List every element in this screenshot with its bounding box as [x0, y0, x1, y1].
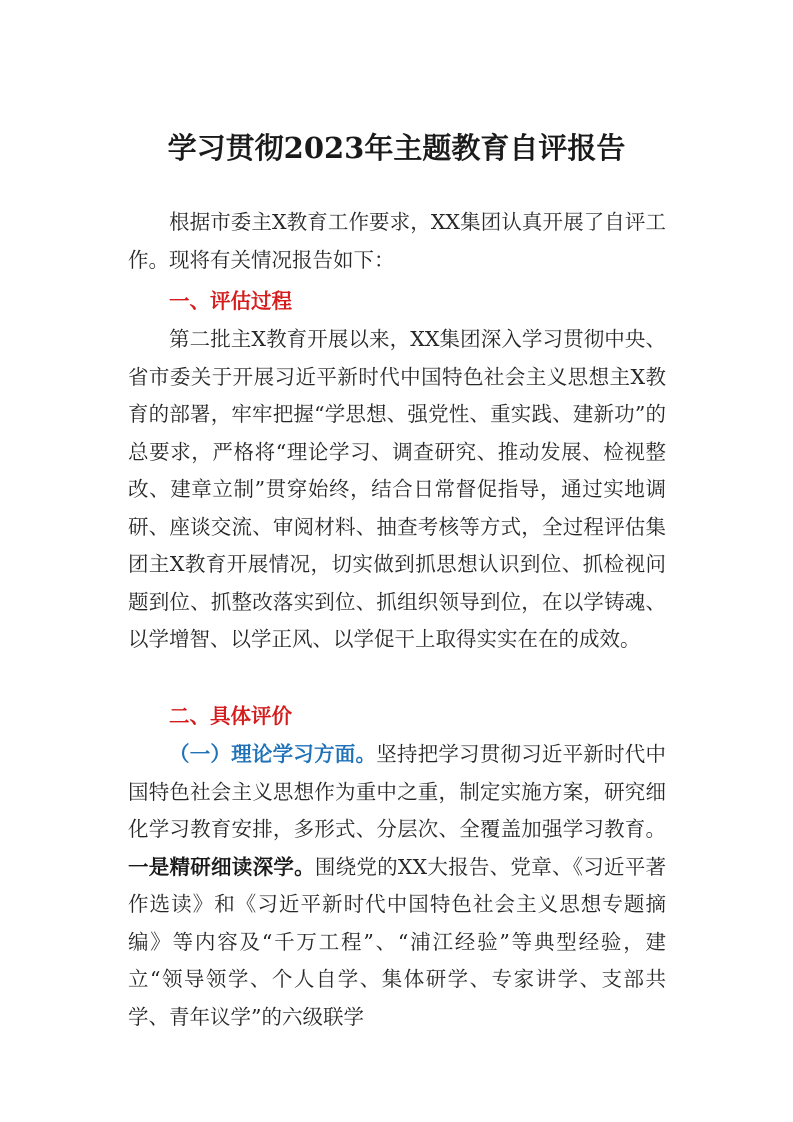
document-title: 学习贯彻2023年主题教育自评报告: [167, 131, 626, 165]
theory-study-text-a: 坚持把学习贯彻习近平新时代中国特色社会主义思想作为重中之重，制定实施方案，研究细化学习教育安排，多形式、分层次、全覆盖加强学习教育。: [128, 742, 667, 841]
intro-paragraph: 根据市委主X教育工作要求，XX集团认真开展了自评工作。现将有关情况报告如下：: [128, 210, 666, 272]
subsection-label-theory-study: （一）理论学习方面。: [169, 742, 377, 766]
section-heading-evaluation-process: 一、评估过程: [169, 289, 292, 313]
theory-study-text-b: 围绕党的XX大报告、党章、《习近平著作选读》和《习近平新时代中国特色社会主义思想专题摘编》等内容及“千万工程”、“浦江经验”等典型经验，建立“领导领学、个人自学、集体研学、专家讲学、支部共学、青年议学”的六级联学: [128, 854, 667, 1029]
section-heading-specific-evaluation: 二、具体评价: [169, 704, 292, 728]
evaluation-process-paragraph: 第二批主X教育开展以来，XX集团深入学习贯彻中央、省市委关于开展习近平新时代中国特色社会主义思想主X教育的部署，牢牢把握“学思想、强党性、重实践、建新功”的总要求，严格将“理论学习、调查研究、推动发展、检视整改、建章立制”贯穿始终，结合日常督促指导，通过实地调研、座谈交流、审阅材料、抽查考核等方式，全过程评估集团主X教育开展情况，切实做到抓思想认识到位、抓检视问题到位、抓整改落实到位、抓组织领导到位，在以学铸魂、以学增智、以学正风、以学促干上取得实实在在的成效。: [128, 327, 666, 651]
theory-study-paragraph: [128, 736, 666, 1036]
theory-study-emphasis: 一是精研细读深学。: [128, 854, 315, 879]
